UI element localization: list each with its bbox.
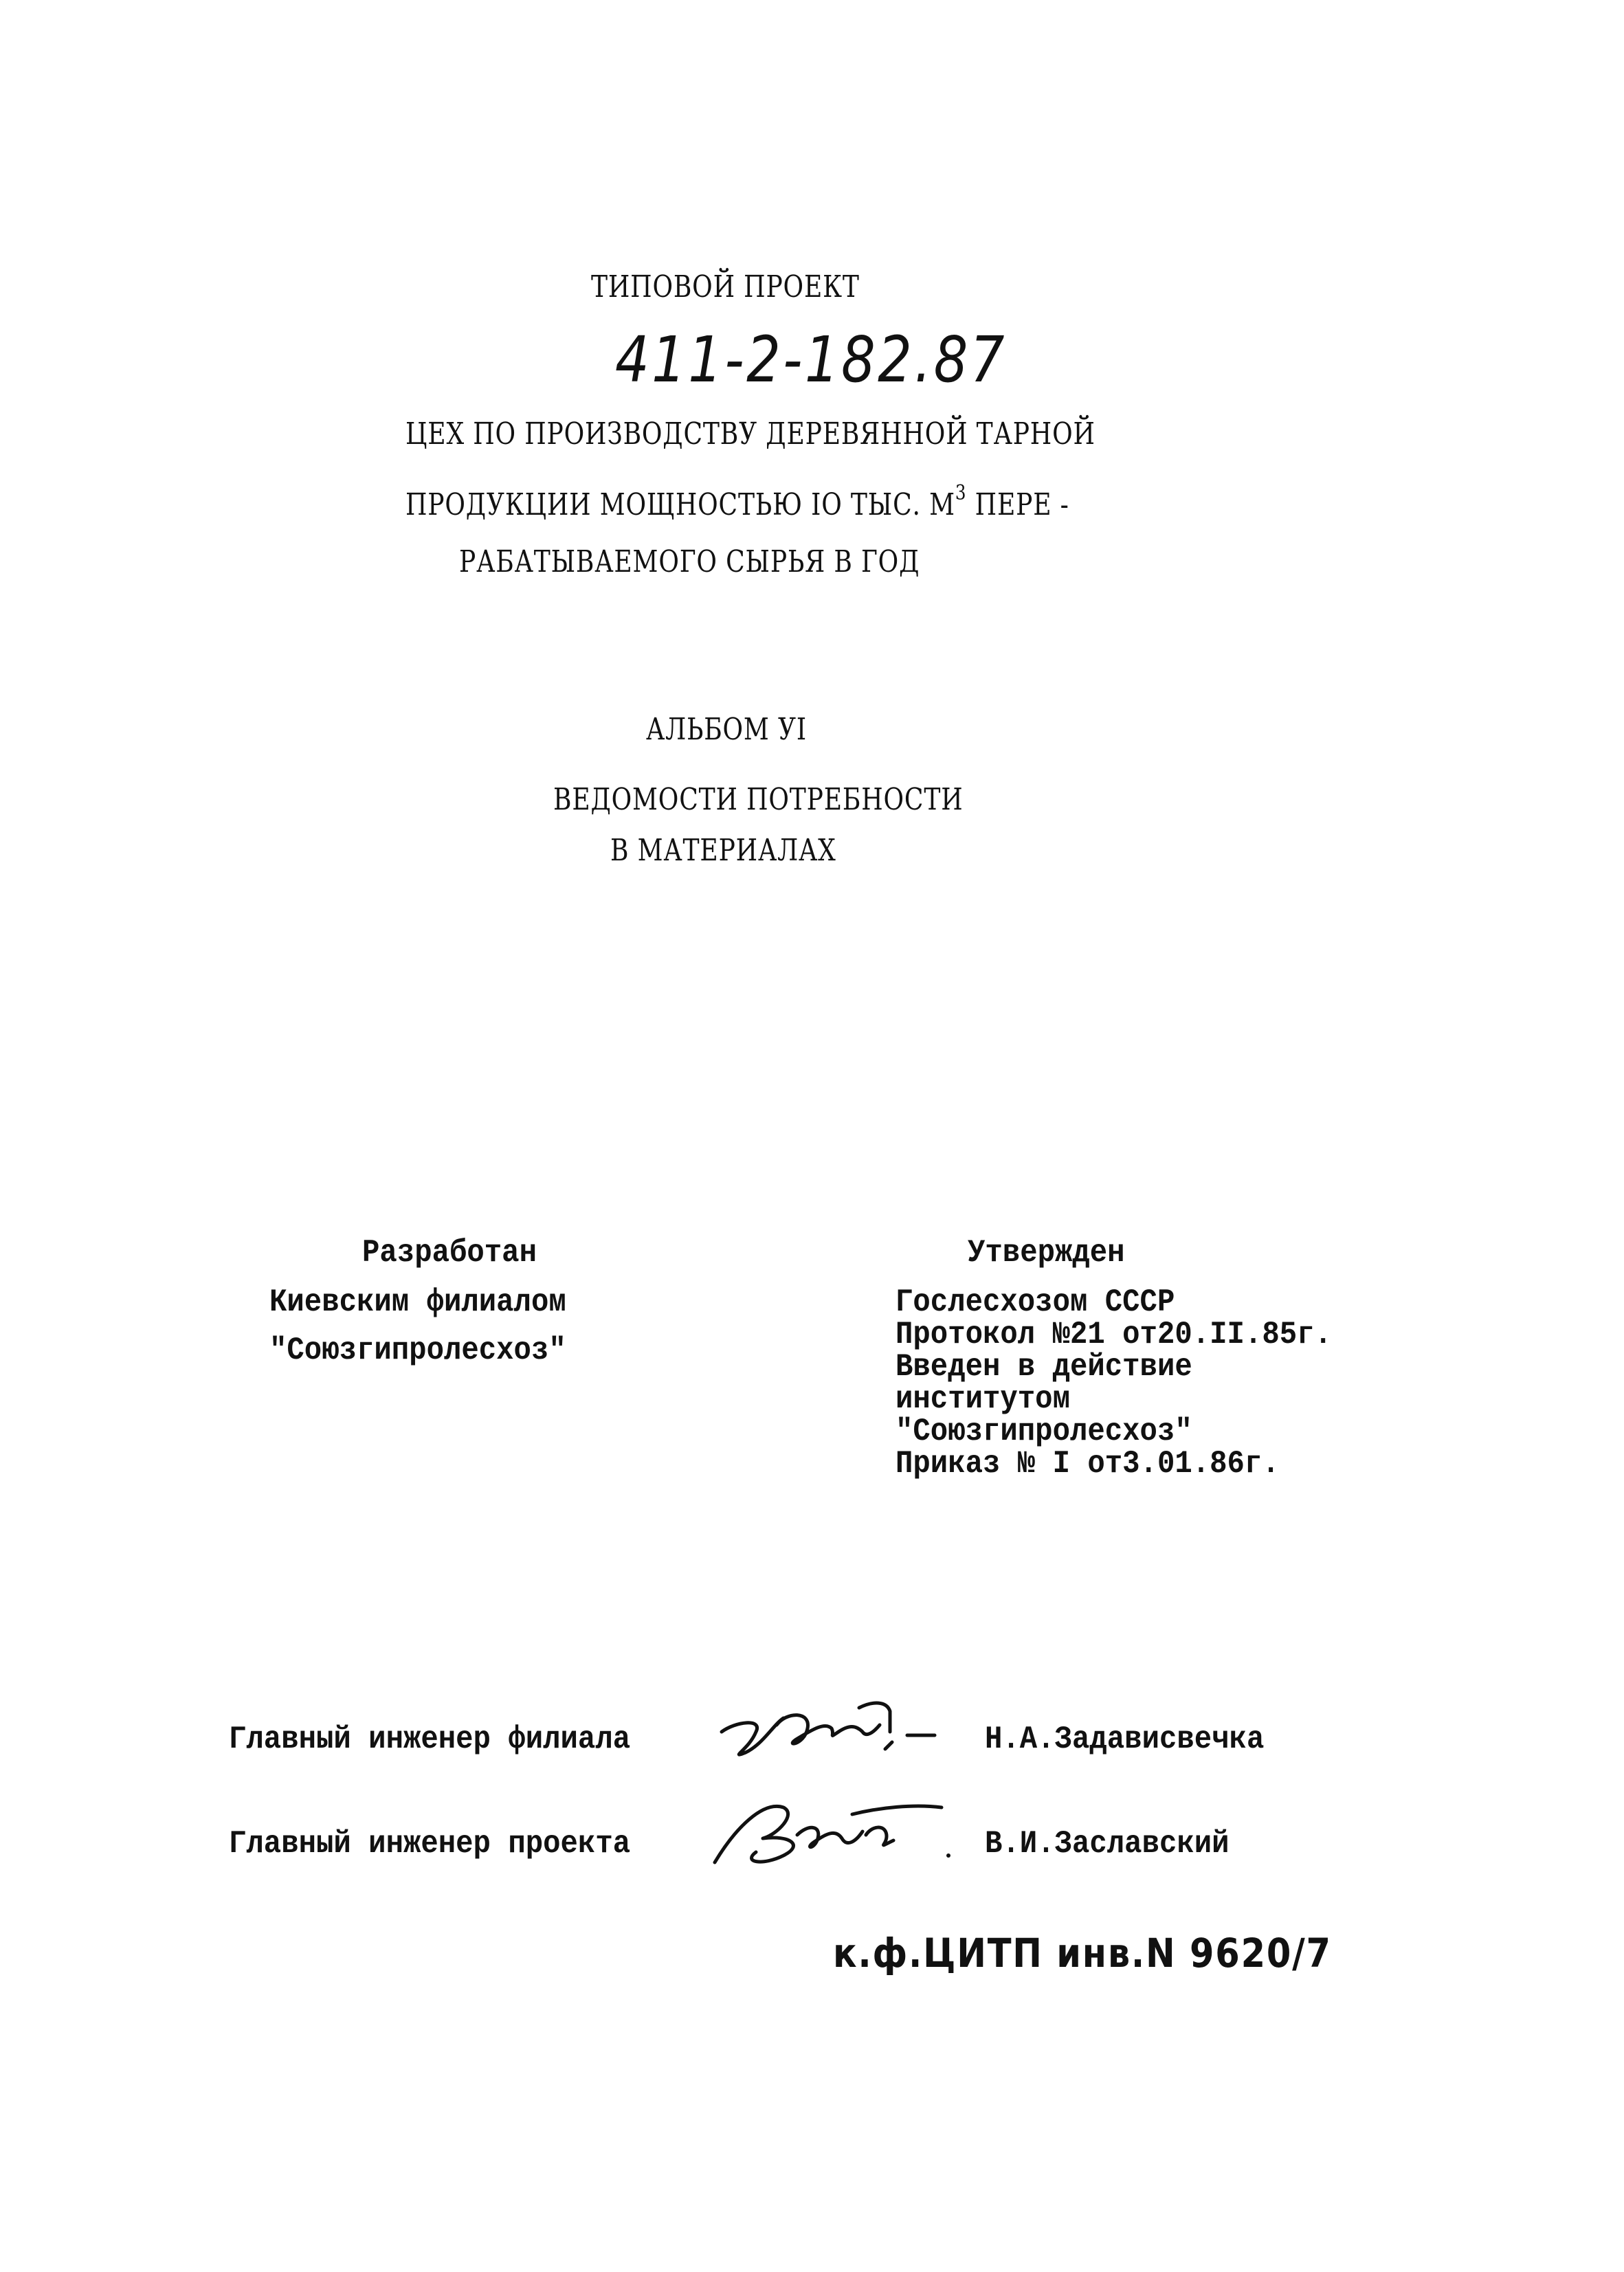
album-subtitle-line-2: В МАТЕРИАЛАХ	[610, 833, 836, 868]
album-subtitle-line-1: ВЕДОМОСТИ ПОТРЕБНОСТИ	[553, 782, 964, 817]
developed-heading: Разработан	[362, 1235, 537, 1271]
cubic-superscript: 3	[955, 481, 967, 505]
approved-line: Введен в действие	[896, 1349, 1192, 1385]
developed-line-1: Киевским филиалом	[269, 1284, 566, 1320]
signature-1-handwriting	[708, 1684, 962, 1766]
signature-name-2: В.И.Заславский	[985, 1826, 1230, 1862]
approved-line: Протокол №21 от20.II.85г.	[896, 1317, 1332, 1352]
approved-heading: Утвержден	[968, 1235, 1125, 1271]
title-line-2	[405, 481, 1069, 522]
signature-name-1: Н.А.Задависвечка	[985, 1722, 1265, 1757]
approved-line: Приказ № I от3.01.86г.	[896, 1446, 1280, 1482]
signature-2-handwriting	[694, 1787, 969, 1876]
approved-line: институтом	[896, 1381, 1070, 1417]
approved-line: "Союзгипролесхоз"	[896, 1414, 1192, 1449]
title-line-1: ЦЕХ ПО ПРОИЗВОДСТВУ ДЕРЕВЯННОЙ ТАРНОЙ	[405, 416, 1095, 452]
approved-lines	[896, 1284, 1332, 1482]
title-line-2-tail: ПЕРЕ -	[966, 487, 1069, 522]
archive-stamp: к.ф.ЦИТП инв.N 9620/7	[833, 1930, 1332, 1976]
title-line-2-text: ПРОДУКЦИИ МОЩНОСТЬЮ IO ТЫС. М	[405, 487, 955, 522]
developed-line-2: "Союзгипролесхоз"	[269, 1333, 566, 1368]
signature-role-1: Главный инженер филиала	[229, 1722, 631, 1757]
signature-role-2: Главный инженер проекта	[229, 1826, 631, 1862]
project-number: 411-2-182.87	[615, 323, 1007, 397]
approved-line: Гослесхозом СССР	[896, 1284, 1175, 1320]
album-label: АЛЬБОМ УI	[646, 712, 807, 747]
project-type-label: ТИПОВОЙ ПРОЕКТ	[591, 269, 860, 304]
title-line-3: РАБАТЫВАЕМОГО СЫРЬЯ В ГОД	[459, 544, 920, 579]
